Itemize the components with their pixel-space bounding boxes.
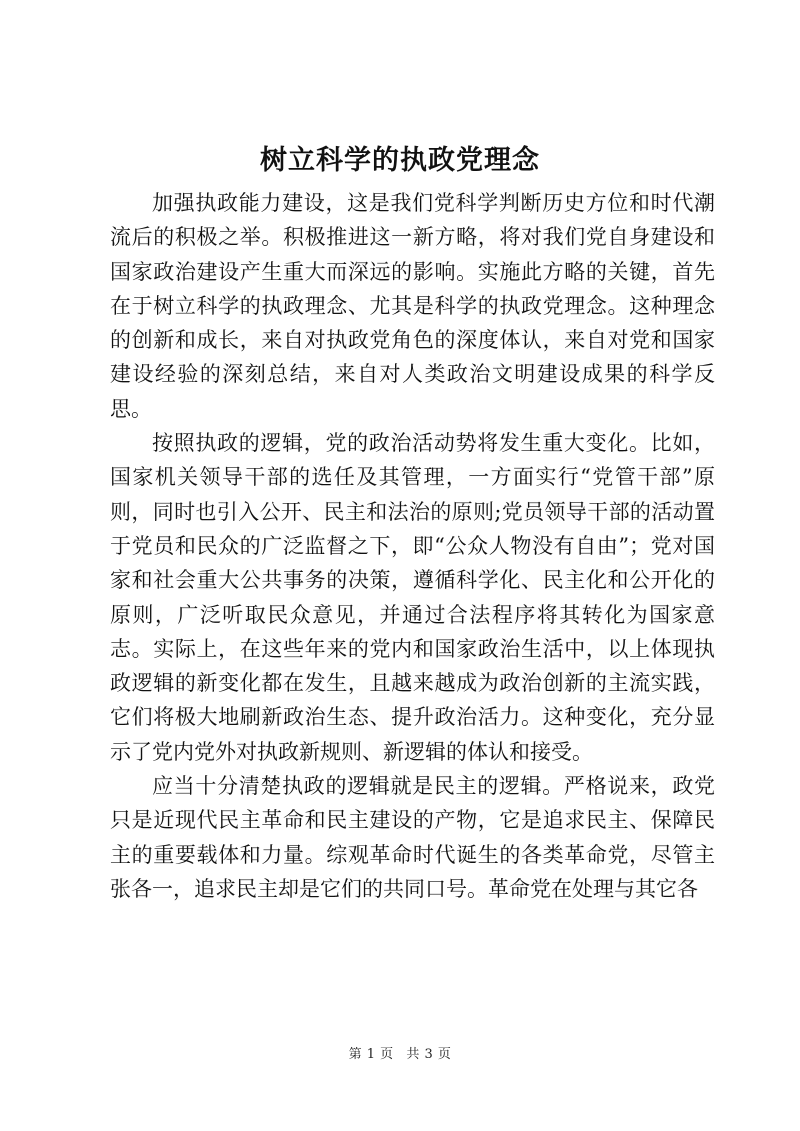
paragraph-3: 应当十分清楚执政的逻辑就是民主的逻辑。严格说来，政党只是近现代民主革命和民主建设的产物，它是追求民主、保障民主的重要载体和力量。综观革命时代诞生的各类革命党，尽管主张各一，追求民主却是它们的共同口号。革命党在处理与其它各 bbox=[110, 774, 715, 901]
paragraph-2: 按照执政的逻辑，党的政治活动势将发生重大变化。比如，国家机关领导干部的选任及其管理，一方面实行“党管干部”原则，同时也引入公开、民主和法治的原则;党员领导干部的活动置于党员和民众的广泛监督之下，即“公众人物没有自由”；党对国家和社会重大公共事务的决策，遵循科学化、民主化和公开化的原则，广泛听取民众意见，并通过合法程序将其转化为国家意志。实际上，在这些年来的党内和国家政治生活中，以上体现执政逻辑的新变化都在发生，且越来越成为政治创新的主流实践，它们将极大地刷新政治生态、提升政治活力。这种变化，充分显示了党内党外对执政新规则、新逻辑的体认和接受。 bbox=[110, 431, 715, 764]
document-body bbox=[110, 186, 715, 906]
document-title: 树立科学的执政党理念 bbox=[260, 145, 540, 176]
page-footer bbox=[0, 1046, 800, 1064]
paragraph-1: 加强执政能力建设，这是我们党科学判断历史方位和时代潮流后的积极之举。积极推进这一新方略，将对我们党自身建设和国家政治建设产生重大而深远的影响。实施此方略的关键，首先在于树立科学的执政理念、尤其是科学的执政党理念。这种理念的创新和成长，来自对执政党角色的深度体认，来自对党和国家建设经验的深刻总结，来自对人类政治文明建设成果的科学反思。 bbox=[110, 191, 715, 421]
page-number: 第 1 页 bbox=[348, 1047, 394, 1062]
total-pages: 共 3 页 bbox=[406, 1047, 452, 1062]
